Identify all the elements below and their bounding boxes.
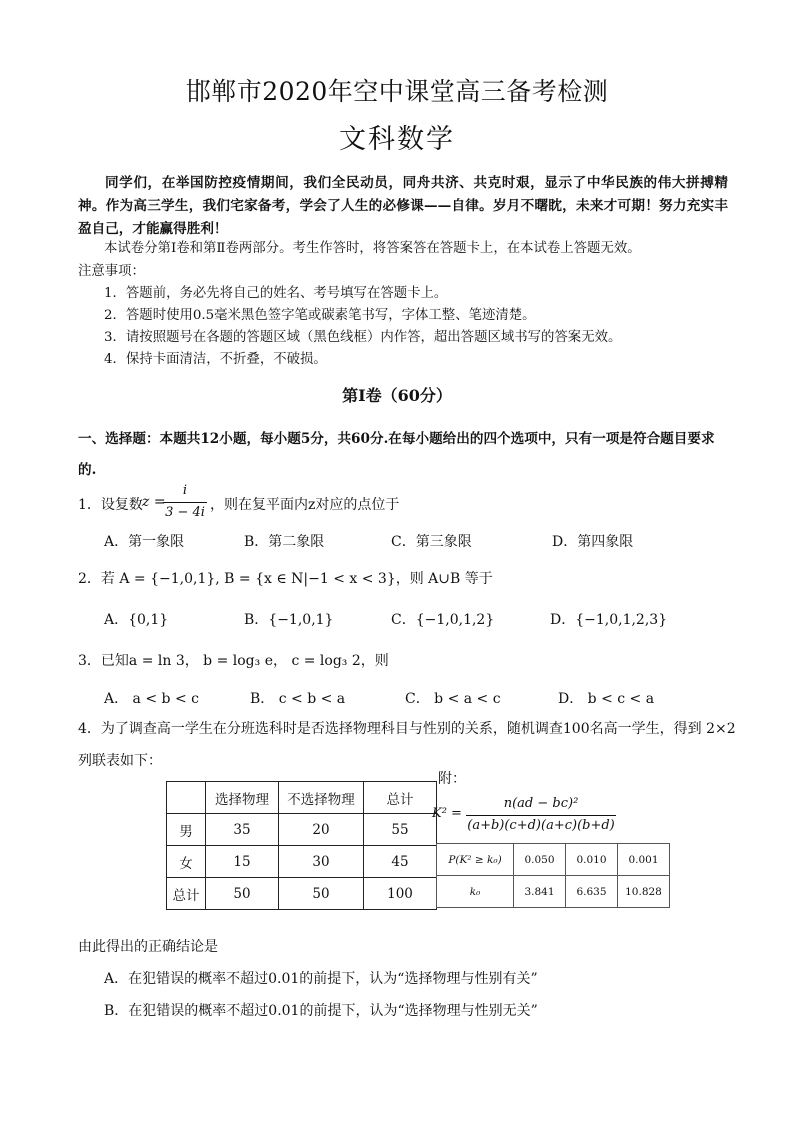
table-header: 总计 [364,782,437,814]
appendix-label: 附： [438,771,466,787]
table-row [437,876,670,908]
table-cell: 35 [206,814,279,846]
q1-z: z = [142,494,166,510]
note-item: 4．保持卡面清洁，不折叠，不破损。 [104,352,327,367]
table-header: 不选择物理 [279,782,364,814]
table-cell: 20 [279,814,364,846]
table-cell: k₀ [437,876,514,908]
table-cell: 0.010 [566,844,618,876]
table-cell: 3.841 [514,876,566,908]
q1-option-b: B．第二象限 [244,534,325,550]
critical-value-table [436,843,670,908]
k2-denominator: (a+b)(c+d)(a+c)(b+d) [467,818,615,833]
exam-subject: 文科数学 [339,124,455,155]
table-cell: 10.828 [618,876,670,908]
q1-option-a: A．第一象限 [104,534,185,550]
table-cell: 男 [167,814,206,846]
note-item: 2．答题时使用0.5毫米黑色签字笔或碳素笔书写，字体工整、笔迹清楚。 [104,308,536,323]
k2-numerator: n(ad − bc)² [503,796,579,811]
table-cell: 女 [167,846,206,878]
table-header: 选择物理 [206,782,279,814]
table-cell: 15 [206,846,279,878]
note-item: 1．答题前，务必先将自己的姓名、考号填写在答题卡上。 [104,286,448,301]
table-row [167,878,437,910]
q1-post: ，则在复平面内z对应的点位于 [210,497,400,513]
q1-option-d: D．第四象限 [552,534,634,550]
q1-pre: 1．设复数 [78,497,143,513]
q4-stem-line1: 4．为了调查高一学生在分班选科时是否选择物理科目与性别的关系，随机调查100名高一学生，得到 2×2 [78,721,736,737]
q3-option-c: C． b < a < c [405,691,501,707]
table-cell: 30 [279,846,364,878]
table-cell: 55 [364,814,437,846]
q4-conclusion-lead: 由此得出的正确结论是 [78,939,218,955]
notes-title: 注意事项： [78,264,145,279]
q3-stem: 3．已知a = ln 3， b = log₃ e， c = log₃ 2，则 [78,653,389,669]
q2-option-c: C．{−1,0,1,2} [391,612,495,628]
motto-paragraph: 同学们，在举国防控疫情期间，我们全民动员，同舟共济、共克时艰，显示了中华民族的伟大拼搏精神。作为高三学生，我们宅家备考，学会了人生的必修课——自律。岁月不曙眈，未来才可期！努力充实丰盈自己，才能赢得胜利！ [78,175,728,237]
table-cell: 50 [279,878,364,910]
table-cell: P(K² ≥ k₀) [437,844,514,876]
table-row [167,846,437,878]
q1-option-c: C．第三象限 [391,534,472,550]
table-cell: 45 [364,846,437,878]
table-row [437,844,670,876]
table-cell [167,782,206,814]
table-cell: 0.050 [514,844,566,876]
table-cell: 50 [206,878,279,910]
q2-option-d: D．{−1,0,1,2,3} [550,612,668,628]
note-item: 3．请按照题号在各题的答题区域（黑色线框）内作答，超出答题区域书写的答案无效。 [104,330,622,345]
q2-stem: 2．若 A = {−1,0,1}, B = {x ∈ N|−1 < x < 3}，则 A∪B 等于 [78,571,493,587]
q1-denominator: 3 − 4i [165,505,205,520]
table-cell: 总计 [167,878,206,910]
exam-title: 邯郸市2020年空中课堂高三备考检测 [185,77,609,106]
table-cell: 6.635 [566,876,618,908]
table-row [167,814,437,846]
q4-stem-line2: 列联表如下： [78,753,162,769]
table-cell: 100 [364,878,437,910]
table-cell: 0.001 [618,844,670,876]
table-header-row [167,782,437,814]
contingency-table [166,781,437,910]
q3-option-a: A． a < b < c [104,691,199,707]
k2-fraction-bar [466,815,616,816]
q2-option-a: A．{0,1} [104,612,169,628]
q3-option-d: D． b < c < a [558,691,655,707]
instruction-line: 本试卷分第Ⅰ卷和第Ⅱ卷两部分。考生作答时，将答案答在答题卡上，在本试卷上答题无效。 [104,241,641,256]
q2-option-b: B．{−1,0,1} [244,612,334,628]
section-heading: 一、选择题：本题共12小题，每小题5分，共60分.在每小题给出的四个选项中，只有一项是符合题目要求的. [78,431,715,478]
k2-lhs: K² = [432,806,462,821]
q3-option-b: B． c < b < a [250,691,346,707]
q1-numerator: i [182,483,188,498]
q4-option-a: A．在犯错误的概率不超过0.01的前提下，认为“选择物理与性别有关” [104,971,538,987]
section-title: 第Ⅰ卷（60分） [342,386,452,405]
q4-option-b: B．在犯错误的概率不超过0.01的前提下，认为“选择物理与性别无关” [104,1003,538,1019]
q1-fraction-bar [163,502,207,503]
